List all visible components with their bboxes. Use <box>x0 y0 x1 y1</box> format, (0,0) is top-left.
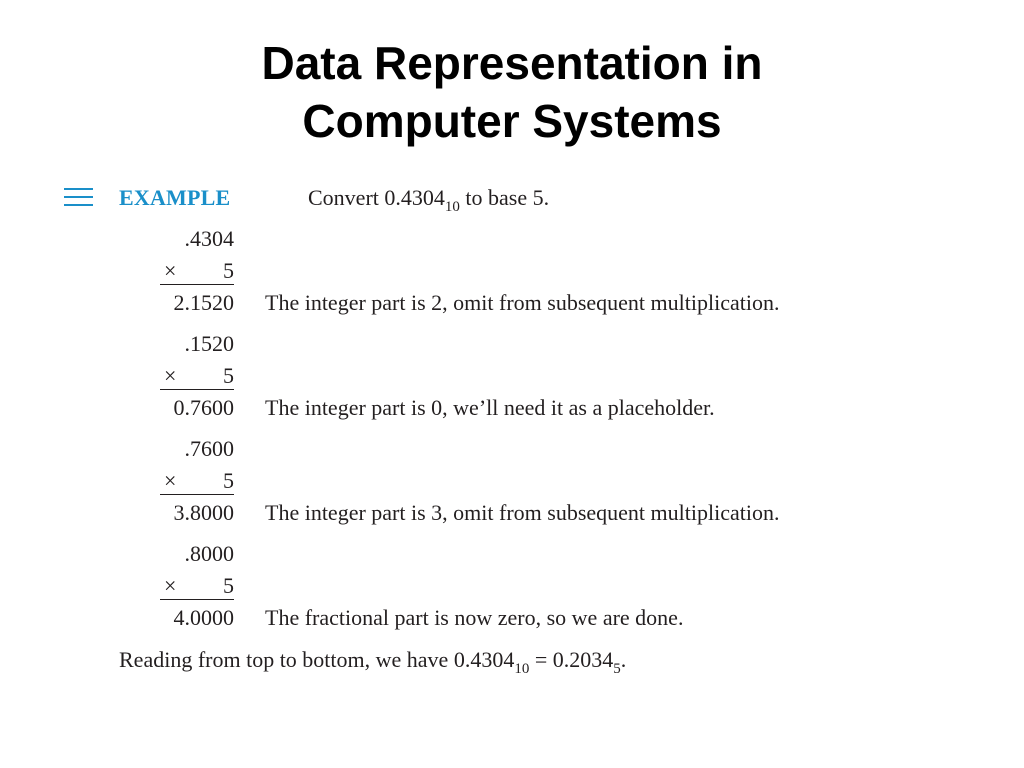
conclusion-subscript-base10: 10 <box>514 661 530 677</box>
multiplier-row <box>160 468 234 495</box>
example-task <box>308 185 550 215</box>
multiplicand: .4304 <box>184 226 234 251</box>
multiplier-row <box>160 258 234 285</box>
step-note: The fractional part is now zero, so we are done. <box>265 605 684 630</box>
example-task-prefix: Convert 0.4304 <box>308 185 445 210</box>
times-symbol: × <box>164 468 177 493</box>
conclusion-subscript-base5: 5 <box>613 661 621 677</box>
step-note: The integer part is 0, we’ll need it as a placeholder. <box>265 395 715 420</box>
times-symbol: × <box>164 258 177 283</box>
multiplier: 5 <box>223 573 234 598</box>
slide-title-line2: Computer Systems <box>302 95 722 147</box>
step-note: The integer part is 2, omit from subsequent multiplication. <box>265 290 780 315</box>
product: 2.1520 <box>173 290 234 315</box>
product: 0.7600 <box>173 395 234 420</box>
hamburger-lines-icon <box>64 188 93 206</box>
multiplier: 5 <box>223 363 234 388</box>
step-note: The integer part is 3, omit from subsequent multiplication. <box>265 500 780 525</box>
times-symbol: × <box>164 363 177 388</box>
example-task-suffix: to base 5. <box>459 185 550 210</box>
times-symbol: × <box>164 573 177 598</box>
multiplier-row <box>160 363 234 390</box>
product: 4.0000 <box>173 605 234 630</box>
multiplicand: .8000 <box>184 541 234 566</box>
product: 3.8000 <box>173 500 234 525</box>
conclusion <box>119 647 627 677</box>
multiplicand: .1520 <box>184 331 234 356</box>
multiplier: 5 <box>223 258 234 283</box>
conclusion-suffix: . <box>620 647 627 672</box>
conclusion-prefix: Reading from top to bottom, we have 0.4304 <box>119 647 515 672</box>
multiplier: 5 <box>223 468 234 493</box>
multiplier-row <box>160 573 234 600</box>
multiplicand: .7600 <box>184 436 234 461</box>
example-task-subscript: 10 <box>444 199 460 215</box>
example-label: EXAMPLE <box>119 185 231 210</box>
slide-title <box>0 34 1024 150</box>
slide-title-line1: Data Representation in <box>261 37 763 89</box>
conclusion-middle: = 0.2034 <box>529 647 614 672</box>
